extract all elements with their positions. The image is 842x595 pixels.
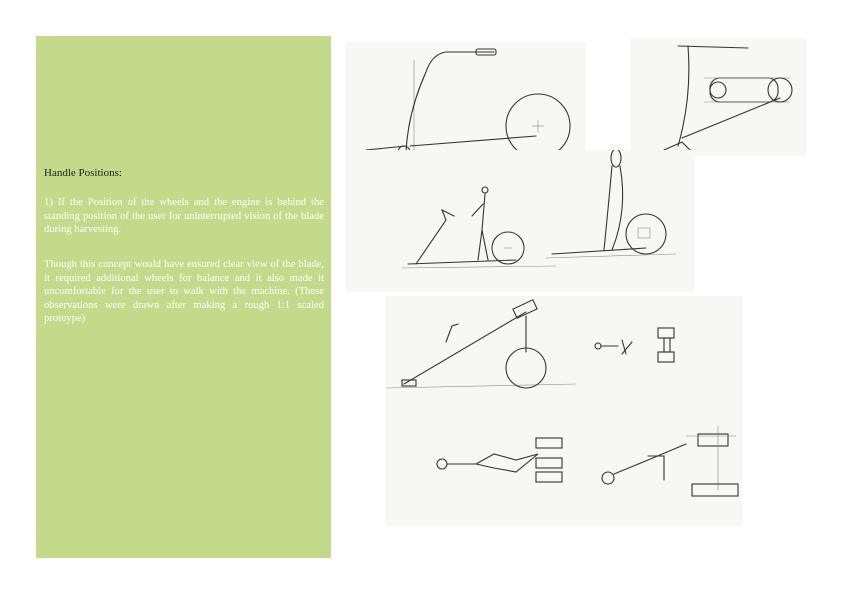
sketch-handle-engine (630, 38, 806, 156)
text-panel (36, 36, 331, 558)
observation-paragraph-2: Though this concept would have ensured clear view of the blade, it required additional wheels for balance and it also made it uncomfortable for the user to walk with the machine. (These observations were drawn after making a rough 1:1 scaled protoype) (44, 259, 324, 325)
section-heading: Handle Positions: (44, 167, 122, 179)
sketch-layout-diagrams (386, 296, 742, 526)
observation-paragraph-1: 1) If the Position of the wheels and the engine is behind the standing position of the user for uninterrupted vision of the blade during harvesting. (44, 197, 324, 236)
sketch-user-with-machine (346, 150, 694, 292)
sketch-tall-handle-wheel (346, 42, 586, 164)
